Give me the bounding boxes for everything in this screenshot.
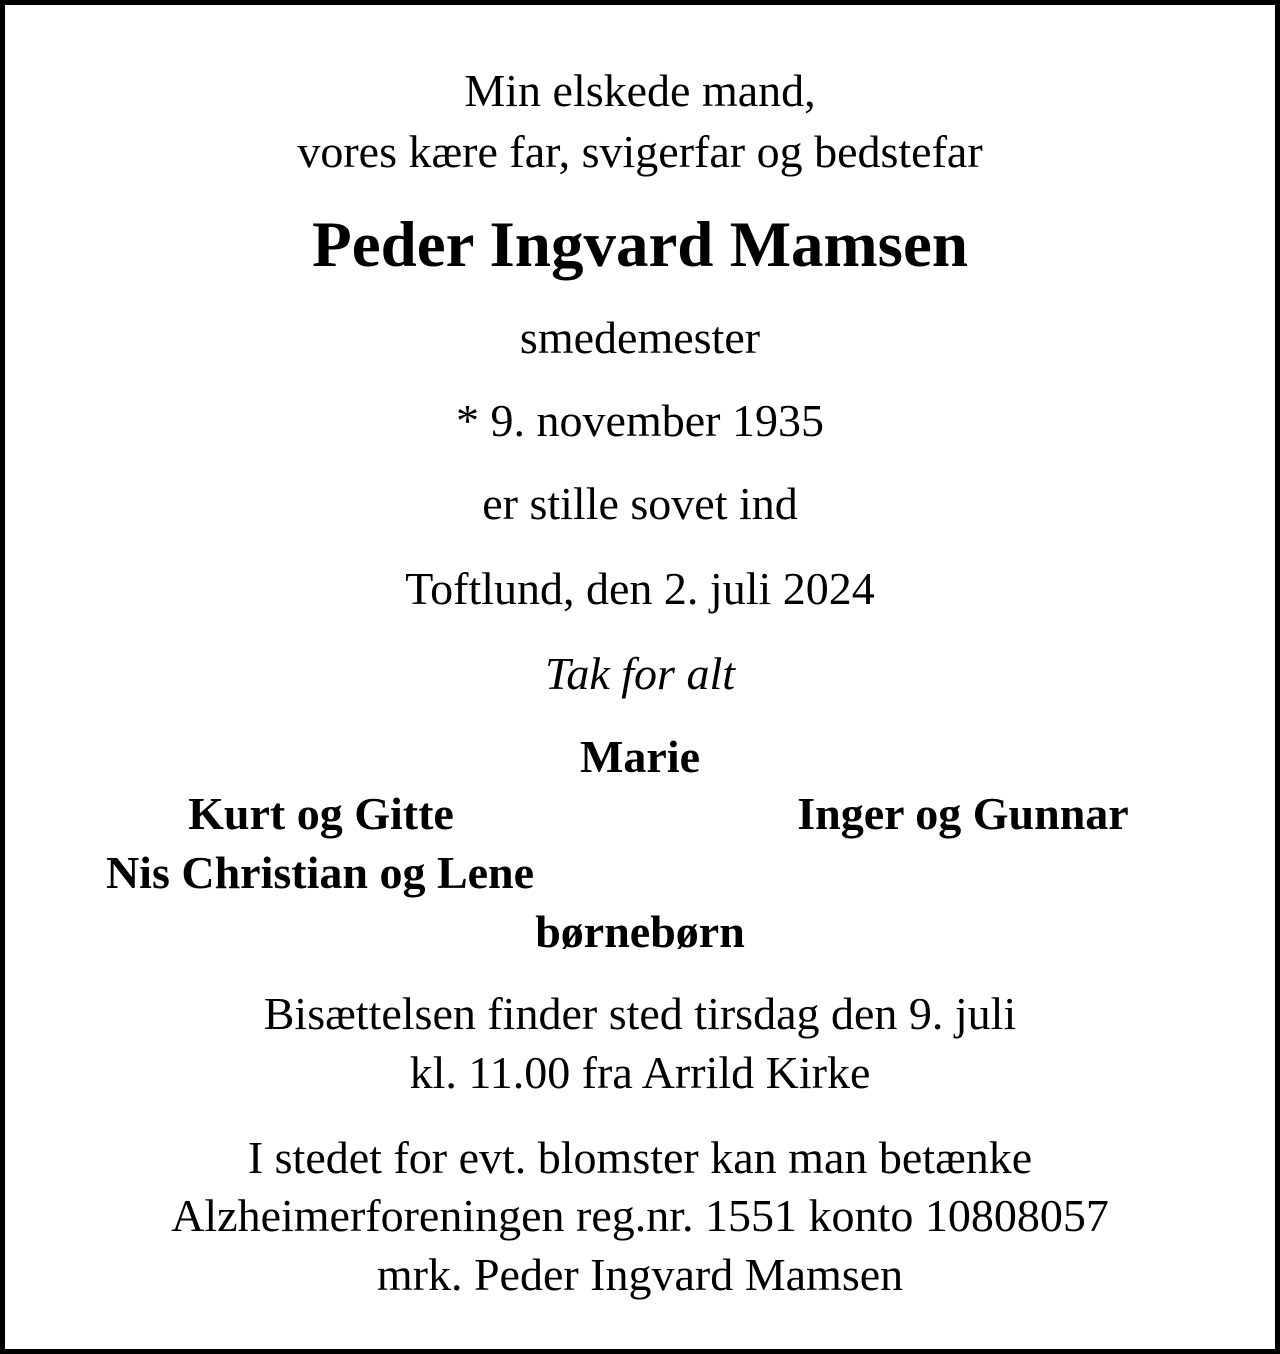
funeral-line-1: Bisættelsen finder sted tirsdag den 9. juli xyxy=(263,988,1017,1039)
family-left-line-2: Nis Christian og Lene xyxy=(105,847,535,898)
spouse-name: Marie xyxy=(579,731,701,782)
family-left-line-1: Kurt og Gitte xyxy=(188,788,454,839)
birth-date: * 9. november 1935 xyxy=(456,395,824,446)
donation-line-2: Alzheimerforeningen reg.nr. 1551 konto 10808057 xyxy=(171,1190,1109,1241)
place-and-date: Toftlund, den 2. juli 2024 xyxy=(405,563,875,614)
family-right-line-1: Inger og Gunnar xyxy=(797,788,1129,839)
deceased-occupation: smedemester xyxy=(519,312,761,363)
grandchildren: børnebørn xyxy=(535,906,745,957)
passing-text: er stille sovet ind xyxy=(482,478,798,529)
thanks-text: Tak for alt xyxy=(544,648,736,699)
funeral-line-2: kl. 11.00 fra Arrild Kirke xyxy=(409,1047,871,1098)
deceased-name: Peder Ingvard Mamsen xyxy=(312,209,968,281)
donation-line-1: I stedet for evt. blomster kan man betænke xyxy=(247,1132,1033,1183)
intro-line-1: Min elskede mand, xyxy=(464,65,816,116)
intro-line-2: vores kære far, svigerfar og bedstefar xyxy=(297,126,983,177)
donation-line-3: mrk. Peder Ingvard Mamsen xyxy=(376,1249,904,1300)
